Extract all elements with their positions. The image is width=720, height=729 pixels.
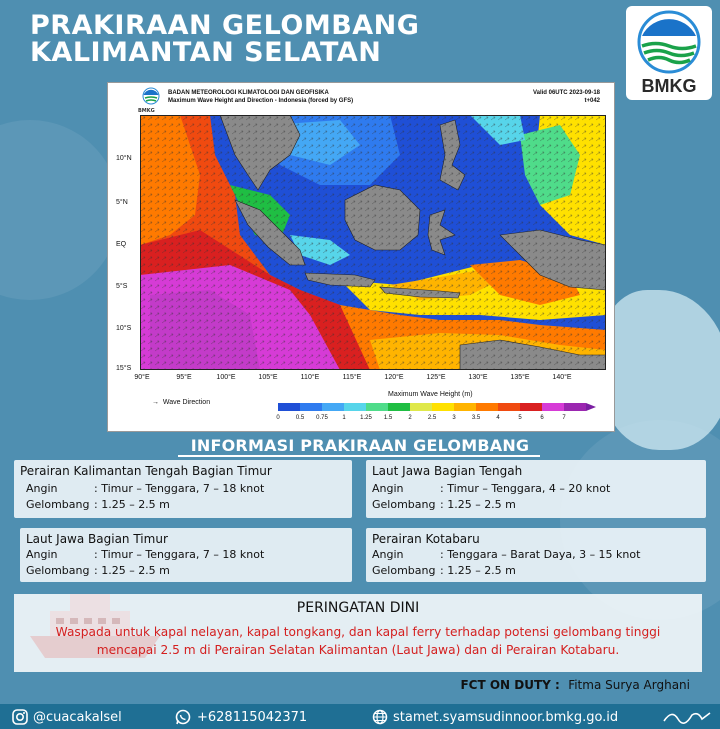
lon-label: 105°E [258,374,278,381]
colorbar-arrow-icon [586,403,596,411]
area-name: Laut Jawa Bagian Tengah [372,464,523,478]
colorbar-swatch [300,403,322,411]
lat-label: 10°N [116,155,132,162]
bmkg-small-emblem-icon [142,87,160,109]
bmkg-logo [626,6,712,100]
wave-value: : 1.25 – 2.5 m [440,564,516,577]
area-card: Perairan Kotabaru Angin : Tenggara – Barat Daya, 3 – 15 knot Gelombang : 1.25 – 2.5 m [366,528,706,582]
colorbar-tick-label: 6 [540,415,544,421]
colorbar-tick-label: 5 [518,415,522,421]
lon-label: 95°E [176,374,192,381]
colorbar-swatch [278,403,300,411]
lon-label: 125°E [426,374,446,381]
colorbar-tick-label: 0 [276,415,280,421]
whatsapp-icon [174,709,192,725]
arrow-icon: → [152,399,159,406]
lat-label: 5°S [116,283,128,290]
forecaster-name: Fitma Surya Arghani [568,678,690,692]
wave-value: : 1.25 – 2.5 m [94,564,170,577]
instagram-link[interactable]: @cuacakalsel [12,709,122,725]
colorbar-swatch [432,403,454,411]
colorbar-swatch [454,403,476,411]
colorbar-tick-label: 1 [342,415,346,421]
wave-forecast-map [107,82,615,432]
colorbar-tick-label: 3.5 [471,415,481,421]
area-name: Laut Jawa Bagian Timur [26,532,168,546]
colorbar [278,403,586,411]
area-name: Perairan Kotabaru [372,532,480,546]
colorbar-tick-label: 0.75 [316,415,328,421]
colorbar-swatch [366,403,388,411]
colorbar-tick-label: 0.5 [295,415,305,421]
colorbar-swatch [498,403,520,411]
title-underline [178,455,540,457]
wind-value: : Timur – Tenggara, 4 – 20 knot [440,482,611,495]
map-logo-text: BMKG [138,108,155,114]
whatsapp-link[interactable]: +628115042371 [174,709,307,725]
colorbar-swatch [344,403,366,411]
lon-label: 115°E [342,374,362,381]
colorbar-tick-label: 1.25 [360,415,372,421]
area-card: Laut Jawa Bagian Timur Angin : Timur – Tenggara, 7 – 18 knot Gelombang : 1.25 – 2.5 m [20,528,352,582]
globe-icon [372,709,388,725]
area-card: Perairan Kalimantan Tengah Bagian Timur Angin : Timur – Tenggara, 7 – 18 knot Gelombang : 1.25 – 2.5 m [14,460,352,518]
colorbar-swatch [542,403,564,411]
colorbar-tick-label: 2 [408,415,412,421]
wave-value: : 1.25 – 2.5 m [440,498,516,511]
colorbar-swatch [410,403,432,411]
lon-label: 110°E [300,374,320,381]
lon-label: 135°E [510,374,530,381]
instagram-icon [12,709,28,725]
wind-value: : Timur – Tenggara, 7 – 18 knot [94,482,265,495]
early-warning-box [14,594,702,672]
lon-label: 120°E [384,374,404,381]
map-valid-time: Valid 06UTC 2023-09-18 t+042 [532,90,600,104]
website-link[interactable]: stamet.syamsudinnoor.bmkg.go.id [372,709,618,725]
signature-logo [662,707,717,725]
colorbar-tick-label: 3 [452,415,456,421]
map-header [168,89,353,105]
colorbar-swatch [388,403,410,411]
colorbar-swatch [564,403,586,411]
bmkg-emblem-icon [626,6,712,76]
lon-label: 140°E [552,374,572,381]
lat-label: 10°S [116,325,132,332]
wave-height-plot [140,115,606,370]
signature-icon [662,707,712,725]
logo-text: BMKG [641,76,697,96]
colorbar-title: Maximum Wave Height (m) [388,391,473,398]
lon-label: 130°E [468,374,488,381]
wave-height-field [140,115,606,370]
wave-value: : 1.25 – 2.5 m [94,498,170,511]
colorbar-tick-label: 1.5 [383,415,393,421]
area-name: Perairan Kalimantan Tengah Bagian Timur [20,464,272,478]
wind-value: : Tenggara – Barat Daya, 3 – 15 knot [440,548,641,561]
area-card: Laut Jawa Bagian Tengah Angin : Timur – Tenggara, 4 – 20 knot Gelombang : 1.25 – 2.5 m [366,460,706,518]
map-subtitle: Maximum Wave Height and Direction - Indonesia (forced by GFS) [168,98,354,104]
colorbar-swatch [322,403,344,411]
info-title: INFORMASI PRAKIRAAN GELOMBANG [190,436,530,455]
lat-label: EQ [116,241,127,248]
wind-value: : Timur – Tenggara, 7 – 18 knot [94,548,265,561]
footer-bar [0,704,720,729]
warning-title: PERINGATAN DINI [296,600,420,616]
colorbar-swatch [476,403,498,411]
wave-direction-legend: → Wave Direction [152,399,211,406]
colorbar-swatch [520,403,542,411]
warning-text: Waspada untuk kapal nelayan, kapal tongkang, dan kapal ferry terhadap potensi gelombang tinggi mencapai 2.5 m di Perairan Selatan Kalimantan (Laut Jawa) dan di Perairan Kotabaru. [55,625,661,657]
background-circle [0,120,120,300]
lat-label: 15°S [116,365,132,372]
lat-label: 5°N [116,199,128,206]
page-title: PRAKIRAAN GELOMBANG KALIMANTAN SELATAN [30,10,420,68]
background-wave-shape [600,290,720,450]
map-agency: BADAN METEOROLOGI KLIMATOLOGI DAN GEOFISIKA [168,90,329,96]
fct-on-duty: FCT ON DUTY : Fitma Surya Arghani [460,678,690,692]
colorbar-tick-label: 4 [496,415,500,421]
colorbar-tick-label: 2.5 [427,415,437,421]
lon-label: 90°E [134,374,150,381]
colorbar-tick-label: 7 [562,415,566,421]
lon-label: 100°E [216,374,236,381]
